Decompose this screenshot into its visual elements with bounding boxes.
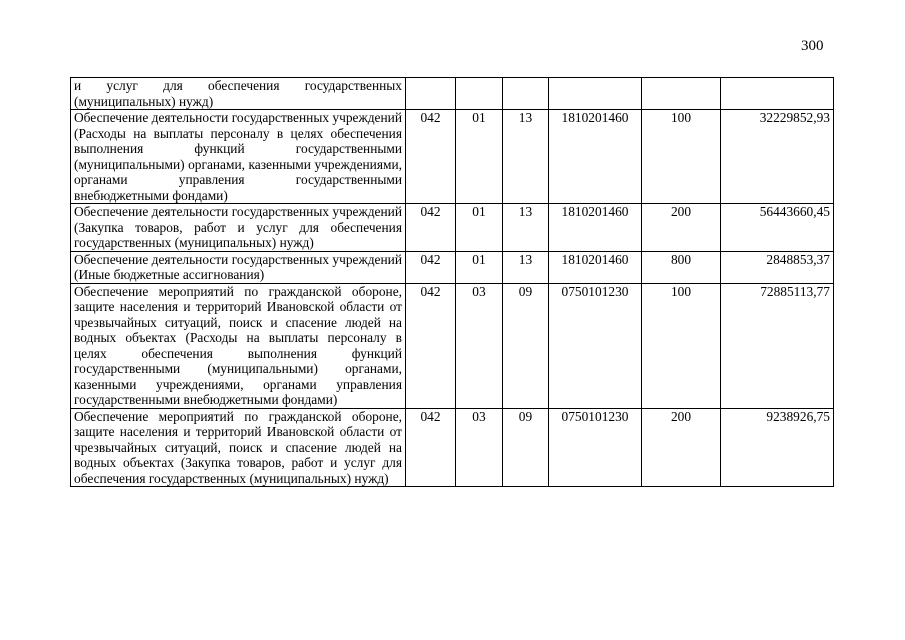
- section-code: 01: [456, 204, 503, 252]
- subsection-code: [503, 78, 549, 110]
- ministry-code: [406, 78, 456, 110]
- amount: 72885113,77: [721, 283, 834, 408]
- table-row: [71, 251, 834, 283]
- section-code: 01: [456, 251, 503, 283]
- expense-type-code: 100: [642, 110, 721, 204]
- target-article-code: [549, 78, 642, 110]
- target-article-code: 1810201460: [549, 204, 642, 252]
- expense-type-code: 800: [642, 251, 721, 283]
- table-row: [71, 283, 834, 408]
- row-description: Обеспечение мероприятий по гражданской обороне, защите населения и территорий Ивановской области от чрезвычайных ситуаций, поиск и спасение людей на водных объектах (Закупка товаров, работ и услуг для обеспечения государственных (муниципальных) нужд): [71, 408, 406, 487]
- amount: 2848853,37: [721, 251, 834, 283]
- amount: 32229852,93: [721, 110, 834, 204]
- table-row: [71, 78, 834, 110]
- subsection-code: 13: [503, 204, 549, 252]
- row-description: Обеспечение деятельности государственных учреждений (Иные бюджетные ассигнования): [71, 251, 406, 283]
- page-number: 300: [801, 38, 824, 54]
- row-description: и услуг для обеспечения государственных (муниципальных) нужд): [71, 78, 406, 110]
- expense-type-code: 200: [642, 408, 721, 487]
- target-article-code: 0750101230: [549, 408, 642, 487]
- ministry-code: 042: [406, 408, 456, 487]
- amount: 9238926,75: [721, 408, 834, 487]
- expense-type-code: [642, 78, 721, 110]
- row-description: Обеспечение деятельности государственных учреждений (Расходы на выплаты персоналу в целях обеспечения выполнения функций государственными (муниципальными) органами, казенными учреждениями, органами управления государственными внебюджетными фондами): [71, 110, 406, 204]
- table-row: [71, 110, 834, 204]
- row-description: Обеспечение мероприятий по гражданской обороне, защите населения и территорий Ивановской области от чрезвычайных ситуаций, поиск и спасение людей на водных объектах (Расходы на выплаты персоналу в целях обеспечения выполнения функций государственными (муниципальными) органами, казенными учреждениями, органами управления государственными внебюджетными фондами): [71, 283, 406, 408]
- budget-table: [70, 77, 834, 487]
- expense-type-code: 200: [642, 204, 721, 252]
- section-code: 03: [456, 408, 503, 487]
- ministry-code: 042: [406, 204, 456, 252]
- ministry-code: 042: [406, 251, 456, 283]
- subsection-code: 13: [503, 251, 549, 283]
- amount: 56443660,45: [721, 204, 834, 252]
- row-description: Обеспечение деятельности государственных учреждений (Закупка товаров, работ и услуг для обеспечения государственных (муниципальных) нужд): [71, 204, 406, 252]
- ministry-code: 042: [406, 283, 456, 408]
- section-code: [456, 78, 503, 110]
- expense-type-code: 100: [642, 283, 721, 408]
- target-article-code: 1810201460: [549, 251, 642, 283]
- subsection-code: 09: [503, 283, 549, 408]
- target-article-code: 1810201460: [549, 110, 642, 204]
- table-row: [71, 204, 834, 252]
- table-row: [71, 408, 834, 487]
- section-code: 01: [456, 110, 503, 204]
- amount: [721, 78, 834, 110]
- section-code: 03: [456, 283, 503, 408]
- target-article-code: 0750101230: [549, 283, 642, 408]
- ministry-code: 042: [406, 110, 456, 204]
- subsection-code: 09: [503, 408, 549, 487]
- subsection-code: 13: [503, 110, 549, 204]
